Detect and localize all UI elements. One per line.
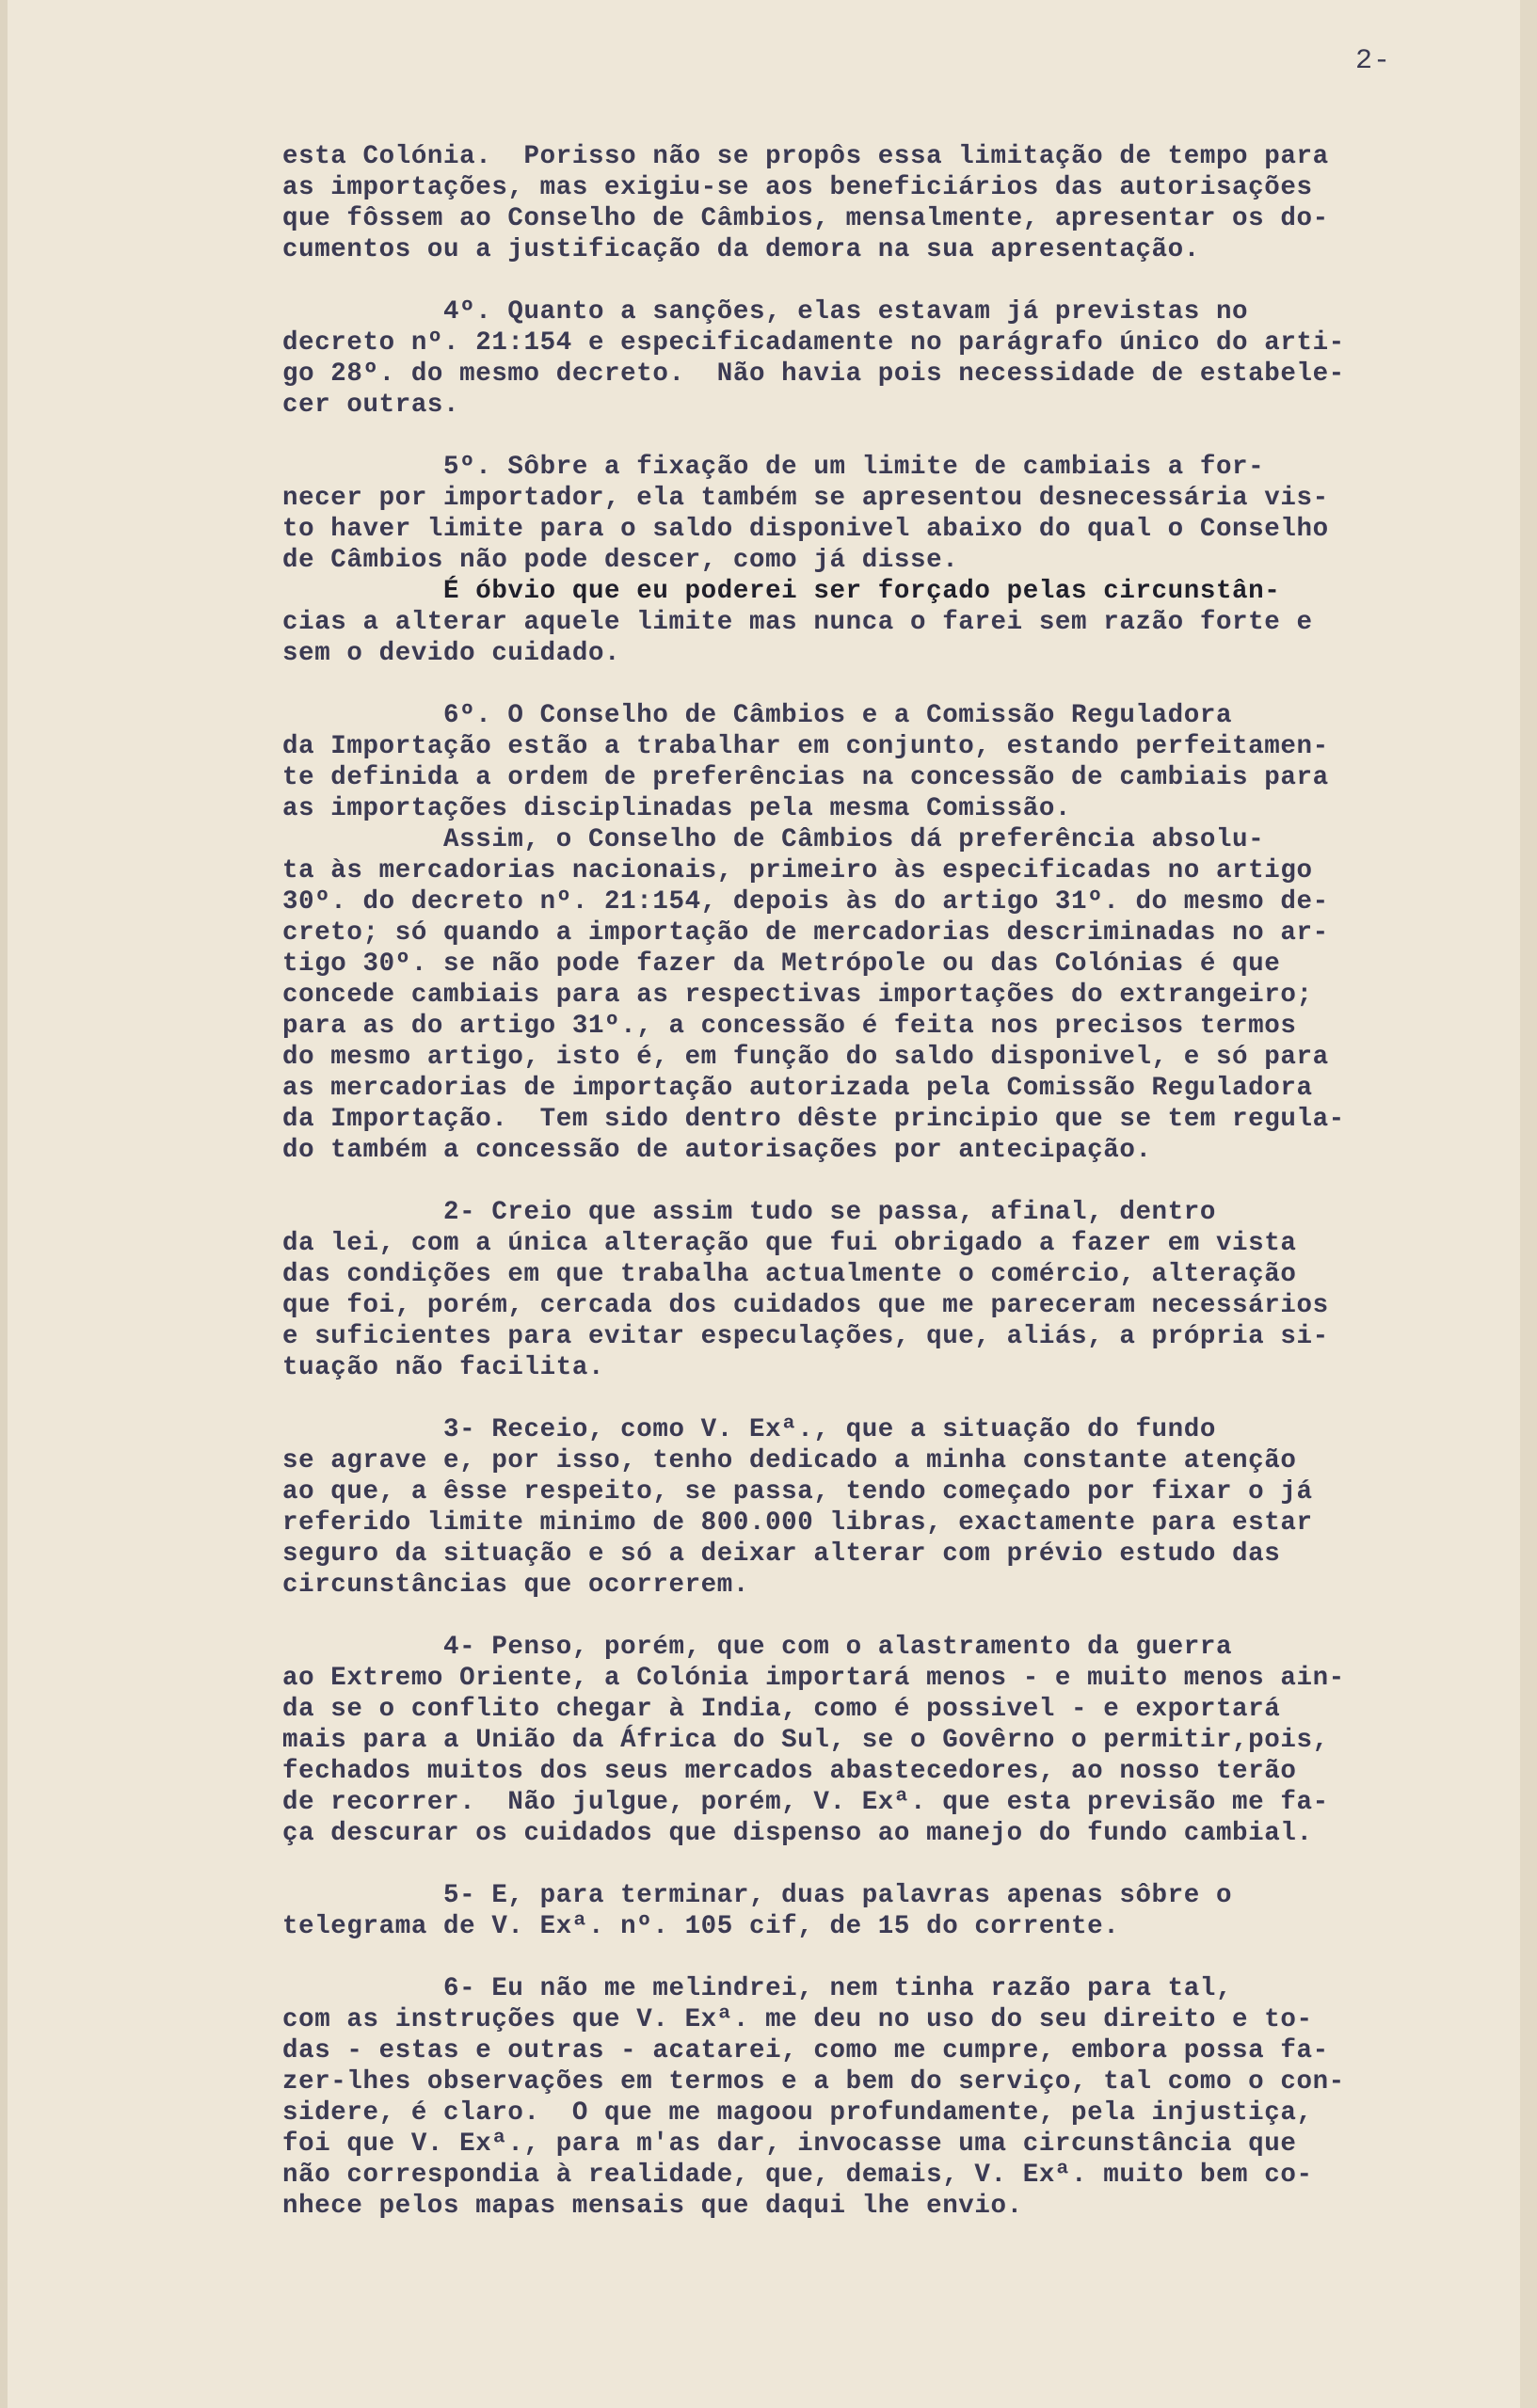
paragraph-3 [282, 1414, 1506, 1601]
text-line: de recorrer. Não julgue, porém, V. Exª. que esta previsão me fa- [282, 1788, 1329, 1817]
text-line: telegrama de V. Exª. nº. 105 cif, de 15 do corrente. [282, 1912, 1120, 1941]
text-line: 5º. Sôbre a fixação de um limite de cambiais a for- [282, 453, 1265, 482]
text-line: se agrave e, por isso, tenho dedicado a minha constante atenção [282, 1446, 1297, 1475]
text-line: referido limite minimo de 800.000 libras, exactamente para estar [282, 1508, 1313, 1538]
paragraph-6 [282, 700, 1506, 1166]
text-line: 30º. do decreto nº. 21:154, depois às do artigo 31º. do mesmo de- [282, 887, 1329, 917]
text-line: cias a alterar aquele limite mas nunca o farei sem razão forte e [282, 608, 1313, 637]
text-line: que fôssem ao Conselho de Câmbios, mensalmente, apresentar os do- [282, 204, 1329, 233]
text-line: não correspondia à realidade, que, demais, V. Exª. muito bem co- [282, 2161, 1313, 2190]
text-line: que foi, porém, cercada dos cuidados que me pareceram necessários [282, 1291, 1329, 1320]
text-line: 4- Penso, porém, que com o alastramento da guerra [282, 1633, 1233, 1662]
paragraph-2 [282, 1197, 1506, 1383]
text-line: da Importação. Tem sido dentro dêste principio que se tem regula- [282, 1105, 1345, 1134]
text-line: cumentos ou a justificação da demora na sua apresentação. [282, 235, 1200, 264]
text-line: tigo 30º. se não pode fazer da Metrópole ou das Colónias é que [282, 949, 1281, 979]
text-line: mais para a União da África do Sul, se o Govêrno o permitir,pois, [282, 1726, 1329, 1755]
text-line: to haver limite para o saldo disponivel abaixo do qual o Conselho [282, 515, 1329, 544]
text-line: go 28º. do mesmo decreto. Não havia pois necessidade de estabele- [282, 359, 1345, 389]
text-line: necer por importador, ela também se apresentou desnecessária vis- [282, 484, 1329, 513]
text-line: 3- Receio, como V. Exª., que a situação do fundo [282, 1415, 1216, 1444]
text-line: ao Extremo Oriente, a Colónia importará menos - e muito menos ain- [282, 1664, 1345, 1693]
text-line: das condições em que trabalha actualmente o comércio, alteração [282, 1260, 1297, 1289]
text-line: circunstâncias que ocorrerem. [282, 1571, 749, 1600]
text-line: as importações disciplinadas pela mesma Comissão. [282, 794, 1072, 823]
text-line: e suficientes para evitar especulações, que, aliás, a própria si- [282, 1322, 1329, 1351]
text-line: 6º. O Conselho de Câmbios e a Comissão Reguladora [282, 701, 1233, 730]
paragraph-5b [282, 1880, 1506, 1942]
text-line: foi que V. Exª., para m'as dar, invocasse uma circunstância que [282, 2129, 1297, 2159]
text-line: sem o devido cuidado. [282, 639, 621, 668]
text-line: da Importação estão a trabalhar em conjunto, estando perfeitamen- [282, 732, 1329, 761]
text-line: 6- Eu não me melindrei, nem tinha razão para tal, [282, 1974, 1233, 2003]
text-line: 4º. Quanto a sanções, elas estavam já previstas no [282, 297, 1249, 327]
text-line: as mercadorias de importação autorizada pela Comissão Reguladora [282, 1074, 1313, 1103]
text-line: nhece pelos mapas mensais que daqui lhe envio. [282, 2192, 1023, 2221]
paragraph-4b [282, 1632, 1506, 1849]
text-line: de Câmbios não pode descer, como já disse. [282, 546, 959, 575]
text-line: das - estas e outras - acatarei, como me cumpre, embora possa fa- [282, 2036, 1329, 2065]
paragraph-1 [282, 141, 1506, 265]
text-line: para as do artigo 31º., a concessão é feita nos precisos termos [282, 1012, 1297, 1041]
paragraph-5 [282, 452, 1506, 669]
text-line: tuação não facilita. [282, 1353, 605, 1382]
text-line: as importações, mas exigiu-se aos beneficiários das autorisações [282, 173, 1313, 202]
paper-right-edge [1520, 0, 1537, 2408]
paper-left-edge [0, 0, 8, 2408]
text-line: Assim, o Conselho de Câmbios dá preferência absolu- [282, 825, 1265, 854]
text-line: do também a concessão de autorisações por antecipação. [282, 1136, 1152, 1165]
text-line: decreto nº. 21:154 e especificadamente no parágrafo único do arti- [282, 328, 1345, 358]
text-line: 2- Creio que assim tudo se passa, afinal, dentro [282, 1198, 1216, 1227]
text-line: cer outras. [282, 391, 460, 420]
paragraph-4 [282, 296, 1506, 421]
text-line: da se o conflito chegar à India, como é possivel - e exportará [282, 1695, 1281, 1724]
text-line: esta Colónia. Porisso não se propôs essa limitação de tempo para [282, 142, 1329, 171]
text-line: do mesmo artigo, isto é, em função do saldo disponivel, e só para [282, 1043, 1329, 1072]
text-line: 5- E, para terminar, duas palavras apenas sôbre o [282, 1881, 1233, 1910]
text-line: te definida a ordem de preferências na concessão de cambiais para [282, 763, 1329, 792]
text-line-with-inserted-word: É óbvio que eu poderei ser forçado pelas circunstân- [282, 577, 1281, 606]
page-number: 2- [1355, 45, 1392, 77]
text-line: seguro da situação e só a deixar alterar com prévio estudo das [282, 1539, 1281, 1569]
text-line: com as instruções que V. Exª. me deu no uso do seu direito e to- [282, 2005, 1313, 2034]
text-line: concede cambiais para as respectivas importações do extrangeiro; [282, 981, 1313, 1010]
text-line: creto; só quando a importação de mercadorias descriminadas no ar- [282, 918, 1329, 948]
text-line: sidere, é claro. O que me magoou profundamente, pela injustiça, [282, 2098, 1313, 2128]
text-line: fechados muitos dos seus mercados abastecedores, ao nosso terão [282, 1757, 1297, 1786]
text-line: ao que, a êsse respeito, se passa, tendo começado por fixar o já [282, 1477, 1313, 1507]
text-line: ça descurar os cuidados que dispenso ao manejo do fundo cambial. [282, 1819, 1313, 1848]
text-line: zer-lhes observações em termos e a bem do serviço, tal como o con- [282, 2067, 1345, 2097]
paragraph-6b [282, 1973, 1506, 2222]
typed-letter-body [282, 141, 1506, 2253]
text-line: da lei, com a única alteração que fui obrigado a fazer em vista [282, 1229, 1297, 1258]
text-line: ta às mercadorias nacionais, primeiro às especificadas no artigo [282, 856, 1313, 885]
